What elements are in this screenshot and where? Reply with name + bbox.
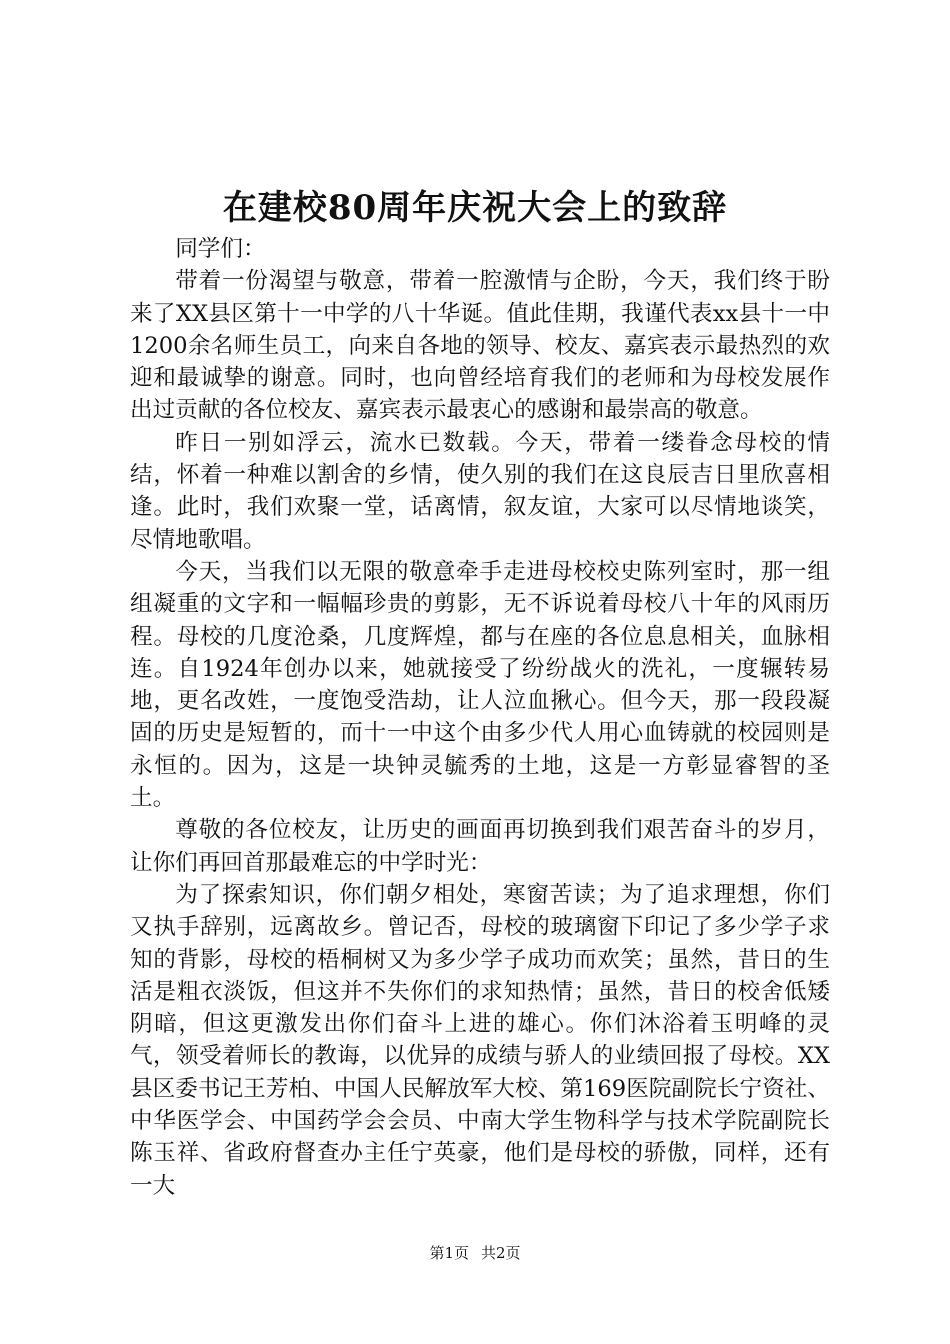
page-footer [0,1243,950,1263]
salutation: 同学们： [175,236,266,262]
page-number: 第1页 [429,1244,469,1262]
paragraph: 尊敬的各位校友，让历史的画面再切换到我们艰苦奋斗的岁月，让你们再回首那最难忘的中学时光： [130,817,830,876]
paragraph: 为了探索知识，你们朝夕相处，寒窗苦读；为了追求理想，你们又执手辞别，远离故乡。曾记否，母校的玻璃窗下印记了多少学子求知的背影，母校的梧桐树又为多少学子成功而欢笑；虽然，昔日的生活是粗衣淡饭，但这并不失你们的求知热情；虽然，昔日的校舍低矮阴暗，但这更激发出你们奋斗上进的雄心。你们沐浴着玉明峰的灵气，领受着师长的教诲，以优异的成绩与骄人的业绩回报了母校。XX县区委书记王芳柏、中国人民解放军大校、第169医院副院长宁资社、中华医学会、中国药学会会员、中南大学生物科学与技术学院副院长陈玉祥、省政府督查办主任宁英豪，他们是母校的骄傲，同样，还有一大 [130,881,830,1199]
document-title: 在建校80周年庆祝大会上的致辞 [222,188,728,228]
paragraph: 今天，当我们以无限的敬意牵手走进母校校史陈列室时，那一组组凝重的文字和一幅幅珍贵的剪影，无不诉说着母校八十年的风雨历程。母校的几度沧桑，几度辉煌，都与在座的各位息息相关，血脉相连。自1924年创办以来，她就接受了纷纷战火的洗礼，一度辗转易地，更名改姓，一度饱受浩劫，让人泣血揪心。但今天，那一段段凝固的历史是短暂的，而十一中这个由多少代人用心血铸就的校园则是永恒的。因为，这是一块钟灵毓秀的土地，这是一方彰显睿智的圣土。 [130,558,830,812]
paragraph: 昨日一别如浮云，流水已数载。今天，带着一缕眷念母校的情结，怀着一种难以割舍的乡情，使久别的我们在这良辰吉日里欣喜相逢。此时，我们欢聚一堂，话离情，叙友谊，大家可以尽情地谈笑，尽情地歌唱。 [130,429,830,553]
paragraph: 带着一份渴望与敬意，带着一腔激情与企盼，今天，我们终于盼来了XX县区第十一中学的八十华诞。值此佳期，我谨代表xx县十一中1200余名师生员工，向来自各地的领导、校友、嘉宾表示最热烈的欢迎和最诚挚的谢意。同时，也向曾经培育我们的老师和为母校发展作出过贡献的各位校友、嘉宾表示最衷心的感谢和最崇高的敬意。 [130,268,830,424]
page-total: 共2页 [481,1244,521,1262]
document-body [130,233,830,1202]
